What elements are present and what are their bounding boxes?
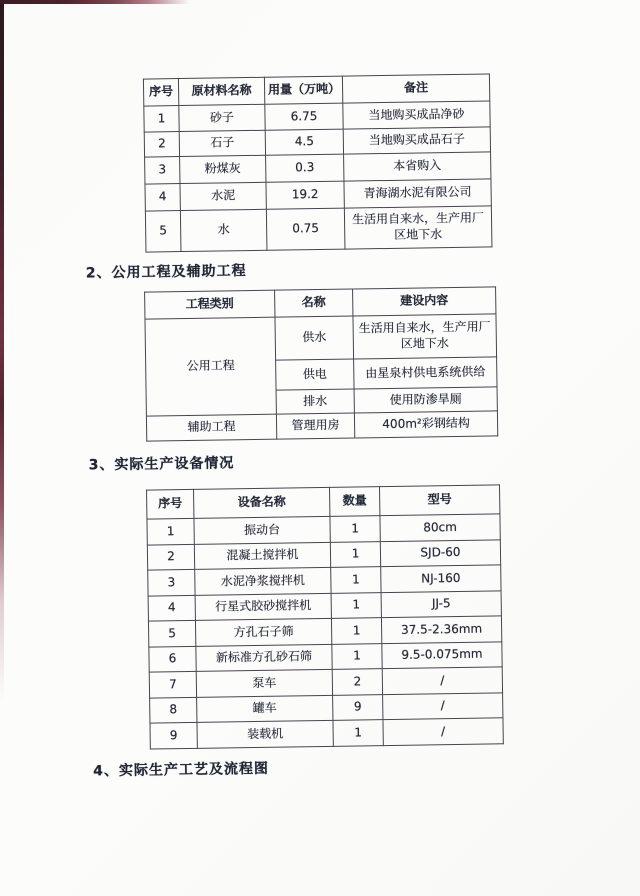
table-cell: 0.3 xyxy=(266,154,344,182)
table-cell: 青海湖水泥有限公司 xyxy=(344,179,491,208)
table-cell: 0.75 xyxy=(266,208,345,250)
table-row xyxy=(150,718,503,749)
table-cell: 9 xyxy=(333,695,383,721)
table-cell: 2 xyxy=(144,132,179,158)
table-cell: 6.75 xyxy=(265,103,343,130)
section-heading-utility-works: 2、公用工程及辅助工程 xyxy=(85,263,247,282)
section-heading-equipment: 3、实际生产设备情况 xyxy=(88,455,235,474)
table-cell: 由星泉村供电系统供给 xyxy=(354,357,497,389)
table-cell: 振动台 xyxy=(194,516,330,544)
table-cell: 4.5 xyxy=(265,129,343,155)
table-cell: 当地购买成品石子 xyxy=(343,127,490,154)
table-cell: / xyxy=(383,718,503,746)
table-cell: 5 xyxy=(148,620,195,647)
column-header: 用量（万吨） xyxy=(264,76,342,104)
table-cell: 5 xyxy=(145,211,181,253)
table-cell: 管理用房 xyxy=(276,413,354,439)
table-row xyxy=(145,206,492,252)
table-cell: 4 xyxy=(148,595,195,621)
table-cell: 混凝土搅拌机 xyxy=(194,542,330,569)
table-cell: 本省购入 xyxy=(344,152,491,181)
table-cell: 1 xyxy=(333,720,383,747)
table-cell: 1 xyxy=(147,518,194,545)
table-cell: 水泥净浆搅拌机 xyxy=(195,567,331,595)
table-cell: 石子 xyxy=(179,130,265,156)
table-cell: 80cm xyxy=(380,514,500,542)
table-cell: 砂子 xyxy=(179,104,265,131)
table-cell: 2 xyxy=(147,544,194,570)
raw-materials-table xyxy=(143,73,493,252)
table-cell: 使用防渗旱厕 xyxy=(354,387,497,413)
table-cell: 泵车 xyxy=(196,669,332,697)
column-header: 序号 xyxy=(147,489,194,519)
table-cell: 7 xyxy=(149,671,196,698)
column-header: 序号 xyxy=(143,79,178,107)
table-cell: 1 xyxy=(144,106,179,133)
column-header: 建设内容 xyxy=(353,287,496,316)
table-cell: SJD-60 xyxy=(380,540,500,567)
table-cell: 1 xyxy=(331,567,381,594)
table-cell-public-works: 公用工程 xyxy=(145,317,276,416)
table-cell: 19.2 xyxy=(266,181,344,209)
table-cell: 方孔石子筛 xyxy=(195,618,331,646)
column-header: 备注 xyxy=(342,74,489,103)
utility-works-table xyxy=(144,286,498,441)
equipment-table xyxy=(146,484,504,749)
table-cell: 粉煤灰 xyxy=(180,155,266,183)
table-cell: JJ-5 xyxy=(381,591,501,618)
section-heading-process-flow: 4、实际生产工艺及流程图 xyxy=(93,760,270,780)
column-header: 型号 xyxy=(379,485,499,516)
table-cell: 罐车 xyxy=(197,695,333,722)
table-cell: 6 xyxy=(149,646,196,672)
table-cell: 供电 xyxy=(276,359,354,390)
table-cell: 供水 xyxy=(275,316,354,360)
table-cell: 4 xyxy=(145,184,180,212)
table-cell: 1 xyxy=(331,618,381,645)
table-cell: 排水 xyxy=(276,389,354,414)
table-cell: 生活用自来水，生产用厂区地下水 xyxy=(344,206,492,249)
table-cell: 水 xyxy=(180,209,267,251)
table-cell: 37.5-2.36mm xyxy=(381,616,501,644)
table-cell: 行星式胶砂搅拌机 xyxy=(195,593,331,620)
table-cell: 1 xyxy=(330,542,380,568)
scan-left-edge xyxy=(0,0,4,700)
column-header: 设备名称 xyxy=(194,487,330,518)
table-cell: 2 xyxy=(332,669,382,696)
table-cell: 当地购买成品净砂 xyxy=(343,101,490,129)
column-header: 名称 xyxy=(275,289,353,317)
table-row xyxy=(146,411,497,441)
table-cell: 装载机 xyxy=(197,720,333,748)
table-cell: 生活用自来水，生产用厂区地下水 xyxy=(353,314,497,359)
column-header: 原材料名称 xyxy=(178,77,264,105)
table-cell: / xyxy=(382,667,502,695)
table-cell: 8 xyxy=(150,697,197,723)
table-cell: 9 xyxy=(150,722,197,749)
table-cell: 1 xyxy=(330,516,380,543)
column-header: 数量 xyxy=(330,487,380,517)
table-row xyxy=(145,314,497,362)
table-cell: 新标准方孔砂石筛 xyxy=(196,644,332,671)
table-cell: 400m²彩钢结构 xyxy=(354,411,497,438)
table-cell: 1 xyxy=(332,644,382,670)
table-cell: 1 xyxy=(331,593,381,619)
table-cell-auxiliary-works: 辅助工程 xyxy=(146,414,276,441)
scan-top-edge xyxy=(0,0,190,4)
table-cell: / xyxy=(383,693,503,720)
table-cell: 水泥 xyxy=(180,182,266,210)
table-cell: 9.5-0.075mm xyxy=(382,642,502,669)
table-cell: 3 xyxy=(145,157,180,185)
table-cell: NJ-160 xyxy=(381,565,501,593)
column-header: 工程类别 xyxy=(145,290,275,319)
table-cell: 3 xyxy=(148,569,195,596)
